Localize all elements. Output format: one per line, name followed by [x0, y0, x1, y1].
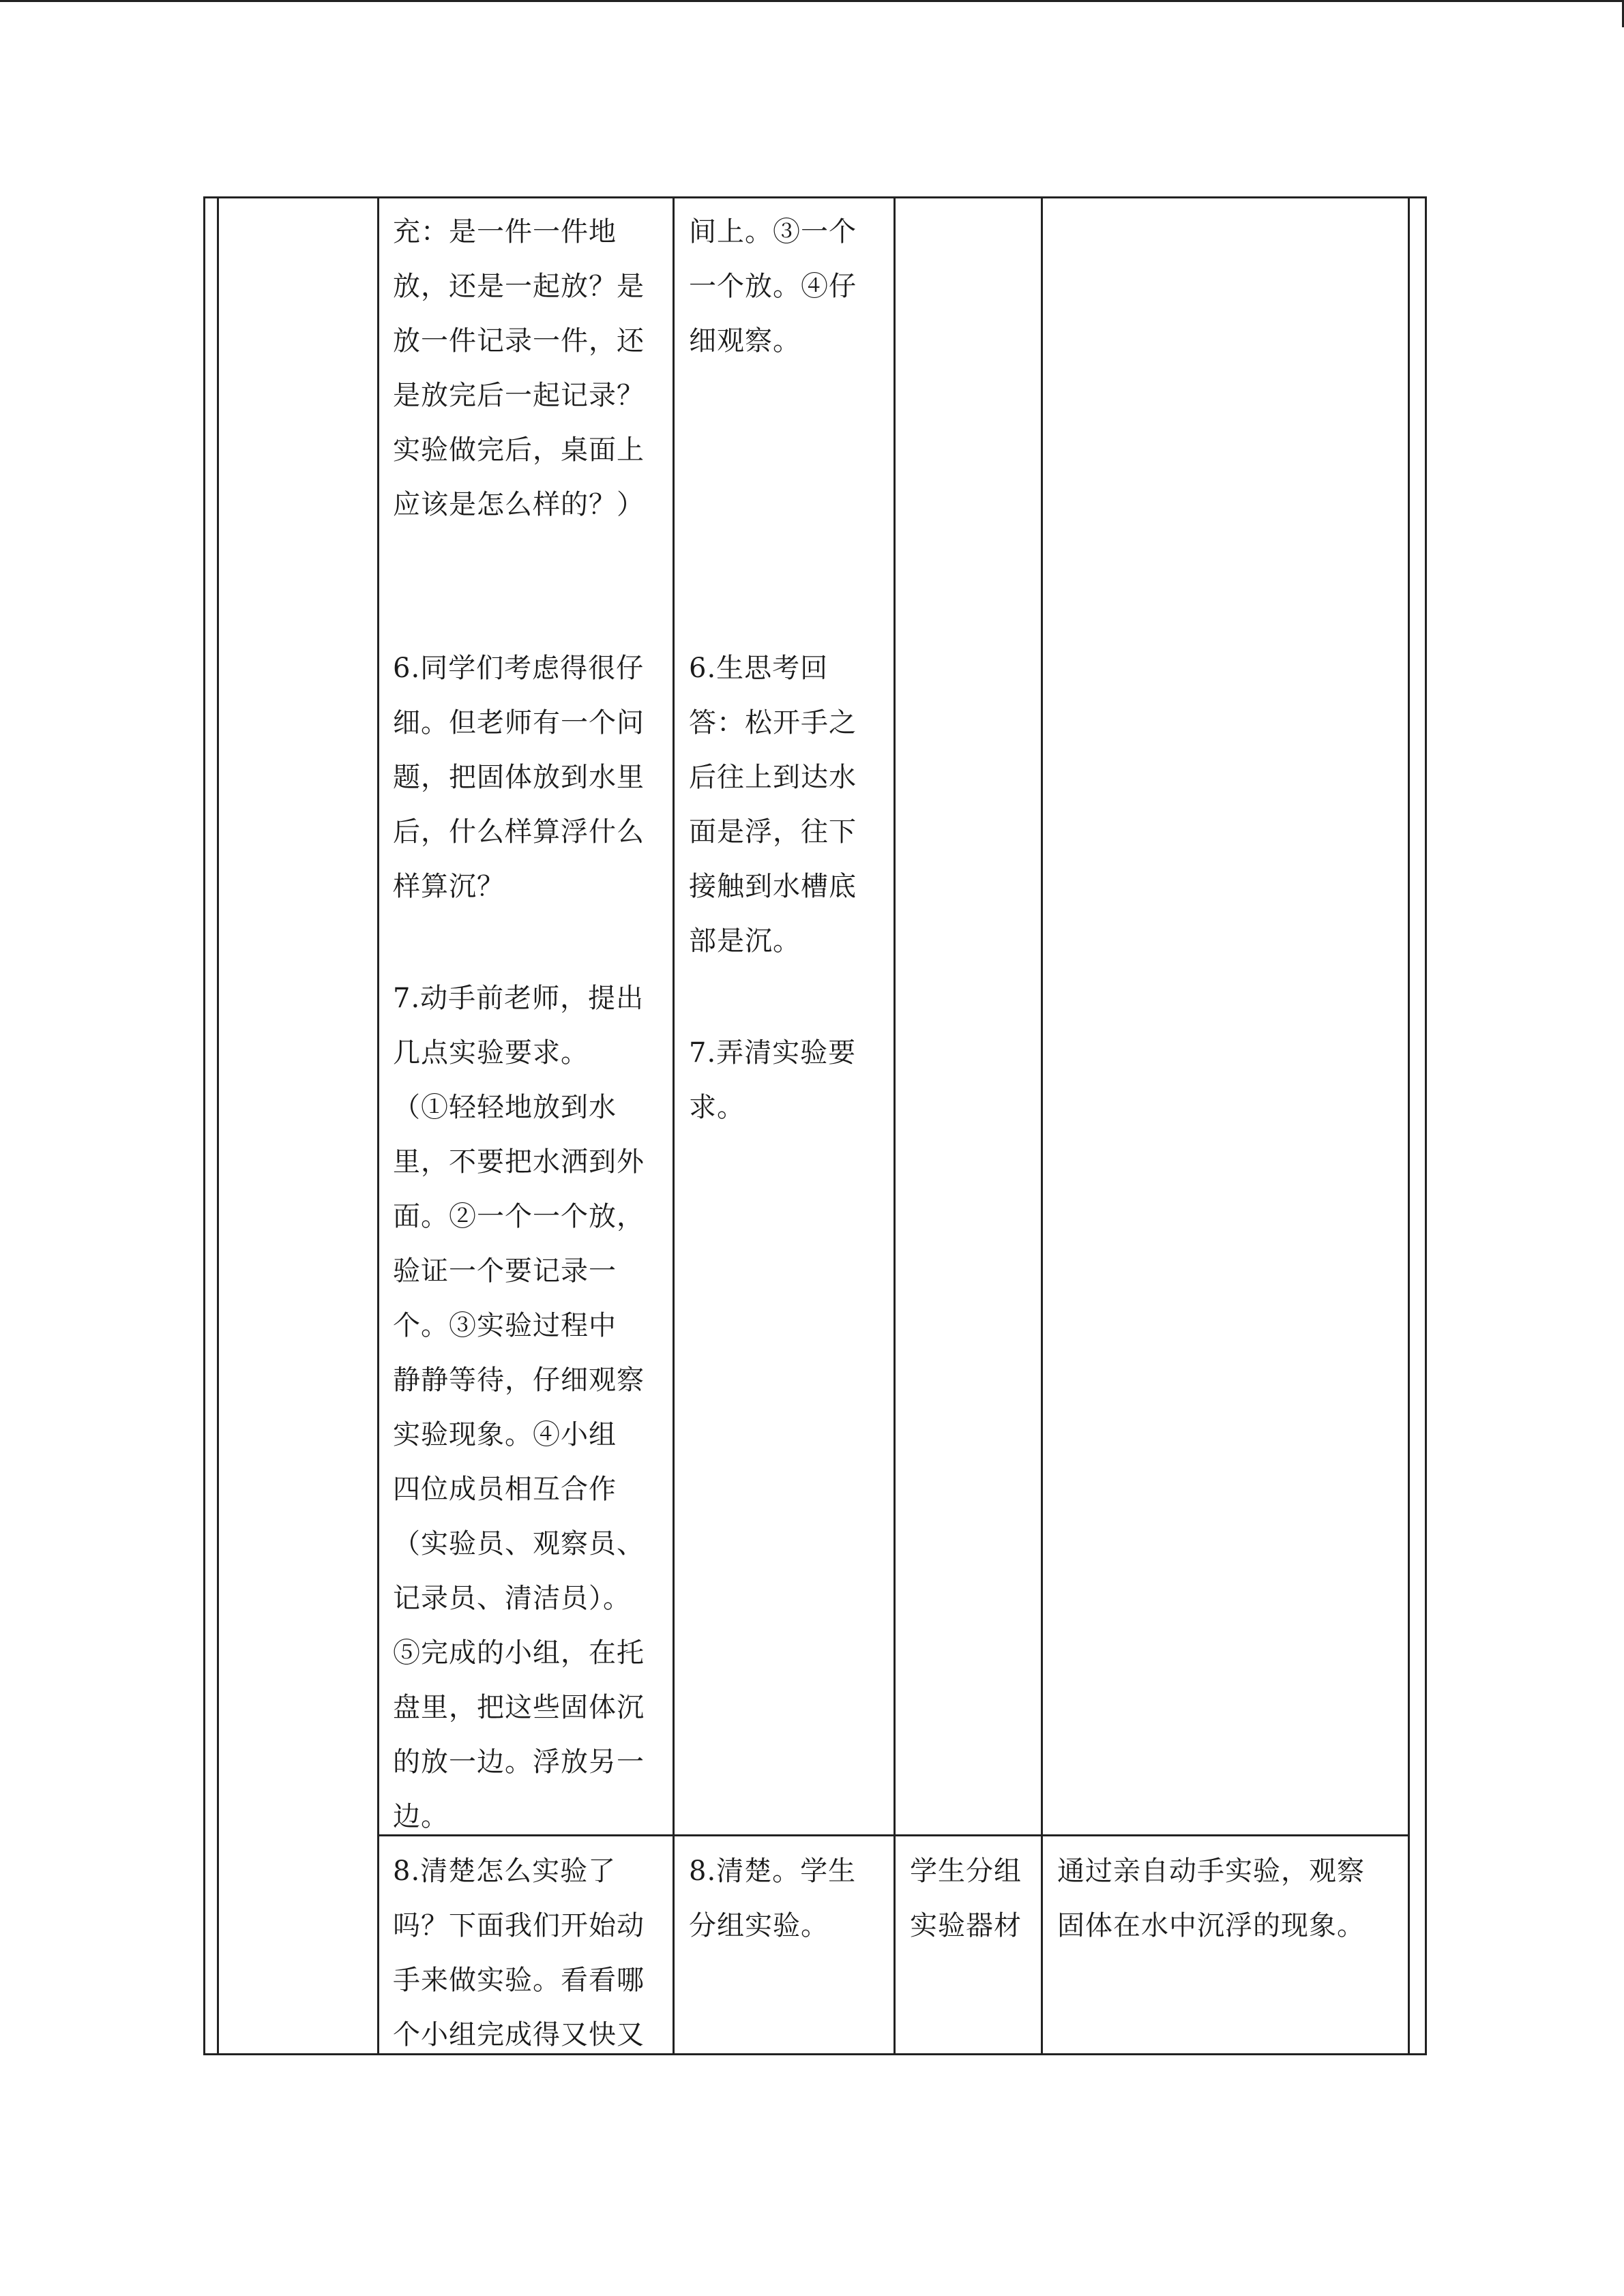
cell-teacher-activity-3: 7.动手前老师，提出 几点实验要求。 （①轻轻地放到水 里，不要把水洒到外 面。②一个一个放， 验证一个要记录一 个。③实验过程中 静静等待，仔细观察 实验现象。④小组 四位成员相互合作 （实验员、观察员、 记录员、清洁员）。 ⑤完成的小组，在托 盘里，把这些固体沉 的放一边。浮放另一 边。: [393, 983, 645, 1832]
column-divider-1: [377, 196, 379, 2055]
page-top-edge: [0, 0, 1624, 2]
table-inner-right-border: [1408, 196, 1410, 2055]
column-divider-2: [673, 196, 675, 2055]
cell-student-activity-4: 8.清楚。学生 分组实验。: [689, 1855, 857, 1941]
cell-design-intent: 通过亲自动手实验，观察 固体在水中沉浮的现象。: [1057, 1855, 1365, 1941]
cell-materials: 学生分组 实验器材: [910, 1855, 1022, 1941]
cell-student-activity-1: 间上。③一个 一个放。④仔 细观察。: [689, 216, 857, 357]
column-divider-3: [894, 196, 896, 2055]
cell-teacher-activity-1: 充：是一件一件地 放，还是一起放？是 放一件记录一件，还 是放完后一起记录？ 实验做完后，桌面上 应该是怎么样的？）: [393, 216, 645, 520]
cell-teacher-activity-4: 8.清楚怎么实验了 吗？下面我们开始动 手来做实验。看看哪 个小组完成得又快又: [393, 1855, 645, 2051]
column-divider-4: [1041, 196, 1043, 2055]
cell-student-activity-3: 7.弄清实验要 求。: [689, 1037, 857, 1123]
cell-student-activity-2: 6.生思考回 答：松开手之 后往上到达水 面是浮，往下 接触到水槽底 部是沉。: [689, 653, 857, 957]
cell-teacher-activity-2: 6.同学们考虑得很仔 细。但老师有一个问 题，把固体放到水里 后，什么样算浮什么 样算沉？: [393, 653, 645, 902]
table-inner-left-border: [217, 196, 219, 2055]
